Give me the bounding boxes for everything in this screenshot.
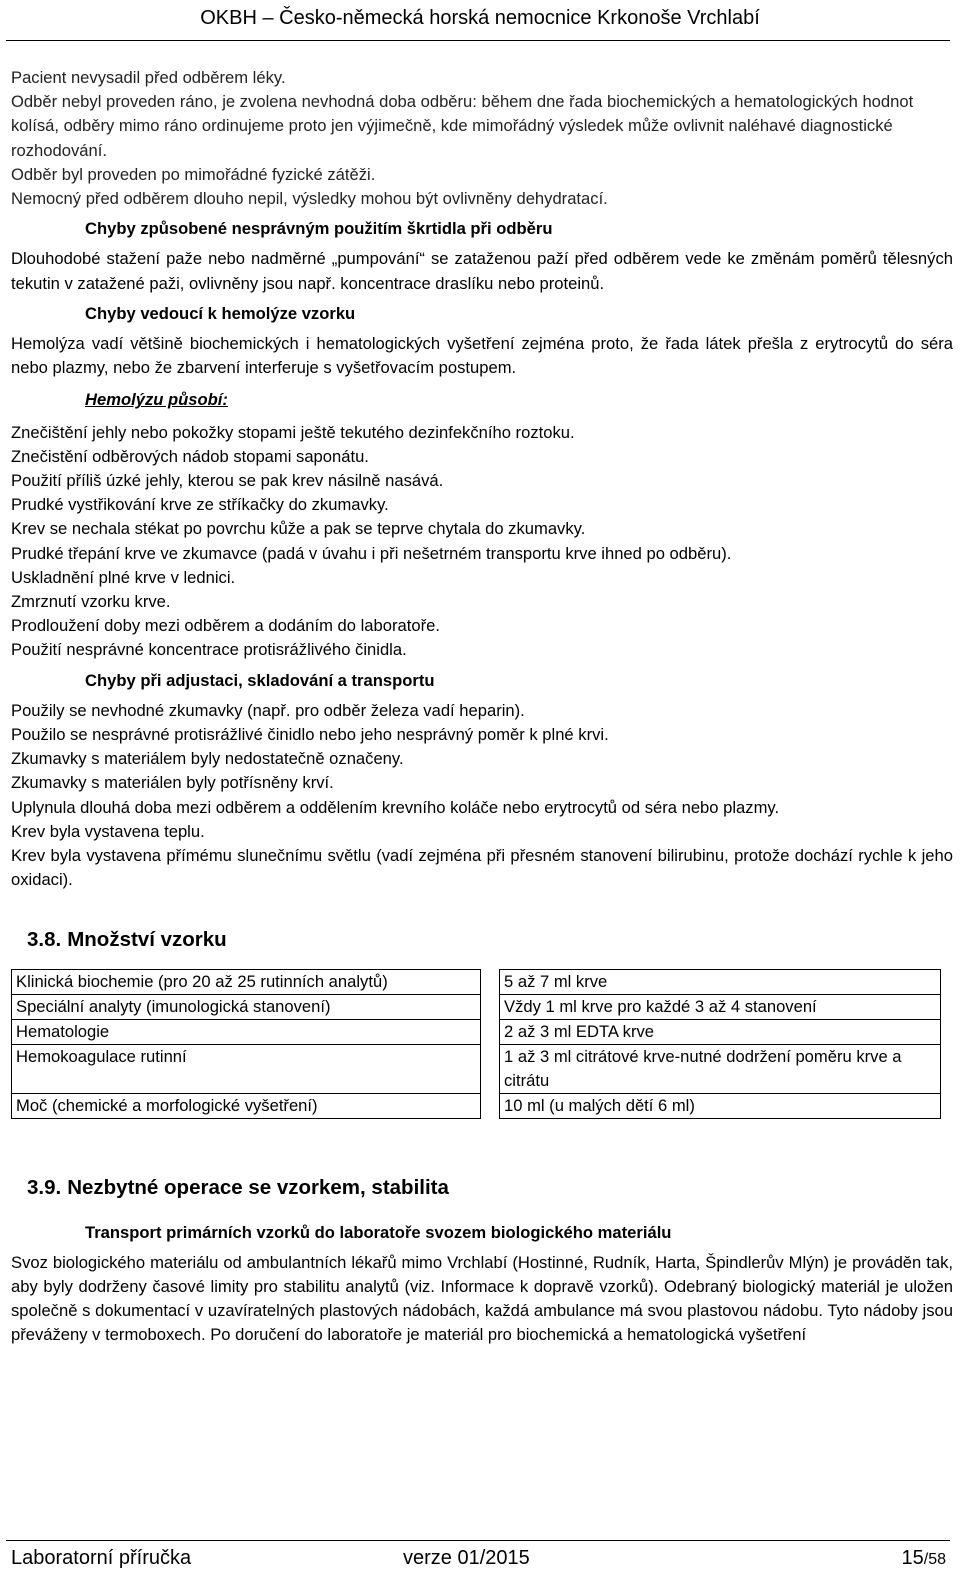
list-item: Znečištění jehly nebo pokožky stopami ještě tekutého dezinfekčního roztoku.	[11, 422, 575, 442]
table-cell-value: 5 až 7 ml krve	[500, 969, 941, 994]
transport-subheading: Transport primárních vzorků do laboratoře svozem biologického materiálu	[85, 1222, 672, 1242]
footer-version: verze 01/2015	[403, 1547, 530, 1569]
table-row	[12, 1019, 941, 1044]
intro-line: Odběr nebyl proveden ráno, je zvolena nevhodná doba odběru: během dne řada biochemických a hematologických hodnot kolísá, odběry mimo ráno ordinujeme proto jen výjimečně, kde mimořádný výsledek může ovlivnit naléhavé diagnostické rozhodování.	[11, 92, 914, 160]
intro-line: Nemocný před odběrem dlouho nepil, výsledky mohou být ovlivněny dehydratací.	[11, 189, 608, 209]
page-header: OKBH – Česko-německá horská nemocnice Krkonoše Vrchlabí	[200, 7, 760, 29]
footer-page-number	[902, 1544, 947, 1574]
hemolysis-causes-heading: Hemolýzu působí:	[85, 390, 228, 410]
list-item: Použití nesprávné koncentrace protisrážlivého činidla.	[11, 640, 407, 660]
table-cell-value: 2 až 3 ml EDTA krve	[500, 1019, 941, 1044]
list-item: Uplynula dlouhá doba mezi odběrem a oddělením krevního koláče nebo erytrocytů od séra nebo plazmy.	[11, 797, 780, 817]
list-item: Prudké třepání krve ve zkumavce (padá v úvahu i při nešetrném transportu krve ihned po odběru).	[11, 543, 732, 563]
list-item: Krev se nechala stékat po povrchu kůže a pak se teprve chytala do zkumavky.	[11, 519, 586, 539]
list-item: Krev byla vystavena přímému slunečnímu světlu (vadí zejména při přesném stanovení bilirubinu, protože dochází rychle k jeho oxidaci).	[11, 846, 953, 890]
table-cell-label: Klinická biochemie (pro 20 až 25 rutinních analytů)	[12, 969, 481, 994]
page-current: 15	[901, 1547, 924, 1569]
page-total: /58	[923, 1551, 946, 1568]
table-cell-value: Vždy 1 ml krve pro každé 3 až 4 stanovení	[500, 994, 941, 1019]
table-cell-label: Hemokoagulace rutinní	[12, 1044, 481, 1093]
list-item: Znečistění odběrových nádob stopami saponátu.	[11, 446, 369, 466]
table-cell-label: Speciální analyty (imunologická stanovení)	[12, 994, 481, 1019]
section-heading-3-9	[11, 1175, 953, 1201]
table-cell-value: 10 ml (u malých dětí 6 ml)	[500, 1093, 941, 1118]
list-item: Uskladnění plné krve v lednici.	[11, 567, 236, 587]
tourniquet-text: Dlouhodobé stažení paže nebo nadměrné „pumpování“ se zataženou paží před odběrem vede ke změnám poměrů tělesných tekutin v zatažené paži, ovlivněny jsou např. koncentrace draslíku nebo proteinů.	[11, 249, 953, 293]
section-title: Nezbytné operace se vzorkem, stabilita	[67, 1175, 449, 1199]
intro-line: Odběr byl proveden po mimořádné fyzické zátěži.	[11, 164, 376, 184]
page-footer	[11, 1544, 946, 1572]
list-item: Prudké vystřikování krve ze stříkačky do zkumavky.	[11, 495, 389, 515]
table-cell-value: 1 až 3 ml citrátové krve-nutné dodržení poměru krve a citrátu	[500, 1044, 941, 1093]
page-content	[11, 66, 953, 1348]
list-item: Použilo se nesprávné protisrážlivé činidlo nebo jeho nesprávný poměr k plné krvi.	[11, 725, 609, 745]
list-item: Zkumavky s materiálen byly potřísněny krví.	[11, 773, 334, 793]
list-item: Prodloužení doby mezi odběrem a dodáním do laboratoře.	[11, 616, 440, 636]
sample-quantity-table	[11, 969, 941, 1119]
footer-rule	[6, 1540, 950, 1541]
list-item: Zmrznutí vzorku krve.	[11, 592, 171, 612]
section-number: 3.9.	[27, 1175, 62, 1199]
adjustment-heading: Chyby při adjustaci, skladování a transportu	[85, 670, 435, 690]
list-item: Zkumavky s materiálem byly nedostatečně označeny.	[11, 749, 404, 769]
header-rule	[6, 40, 950, 41]
table-row	[12, 1093, 941, 1118]
section-title: Množství vzorku	[67, 927, 227, 951]
list-item: Krev byla vystavena teplu.	[11, 821, 205, 841]
transport-text: Svoz biologického materiálu od ambulantních lékařů mimo Vrchlabí (Hostinné, Rudník, Harta, Špindlerův Mlýn) je prováděn tak, aby byly dodrženy časové limity pro stabilitu analytů (viz. Informace k dopravě vzorků). Odebraný biologický materiál je uložen společně s dokumentací v uzavíratelných plastových nádobách, každá ambulance má svou plastovou nádobu. Tyto nádoby jsou převáženy v termoboxech. Po doručení do laboratoře je materiál pro biochemická a hematologická vyšetření	[11, 1252, 953, 1345]
table-row	[12, 994, 941, 1019]
table-row	[12, 969, 941, 994]
table-cell-label: Hematologie	[12, 1019, 481, 1044]
section-number: 3.8.	[27, 927, 62, 951]
tourniquet-heading: Chyby způsobené nesprávným použitím škrtidla při odběru	[85, 219, 553, 239]
adjustment-list	[11, 699, 953, 893]
section-heading-3-8	[11, 927, 953, 953]
table-row	[12, 1044, 941, 1093]
footer-manual-name: Laboratorní příručka	[11, 1547, 192, 1569]
list-item: Použití příliš úzké jehly, kterou se pak krev násilně nasává.	[11, 471, 444, 491]
list-item: Použily se nevhodné zkumavky (např. pro odběr železa vadí heparin).	[11, 700, 525, 720]
table-cell-label: Moč (chemické a morfologické vyšetření)	[12, 1093, 481, 1118]
hemolysis-text: Hemolýza vadí většině biochemických i hematologických vyšetření zejména proto, že řada látek přešla z erytrocytů do séra nebo plazmy, nebo že zbarvení interferuje s vyšetřovacím postupem.	[11, 334, 953, 378]
intro-line: Pacient nevysadil před odběrem léky.	[11, 68, 286, 87]
hemolysis-causes-list	[11, 421, 953, 663]
hemolysis-heading: Chyby vedoucí k hemolýze vzorku	[85, 303, 356, 323]
